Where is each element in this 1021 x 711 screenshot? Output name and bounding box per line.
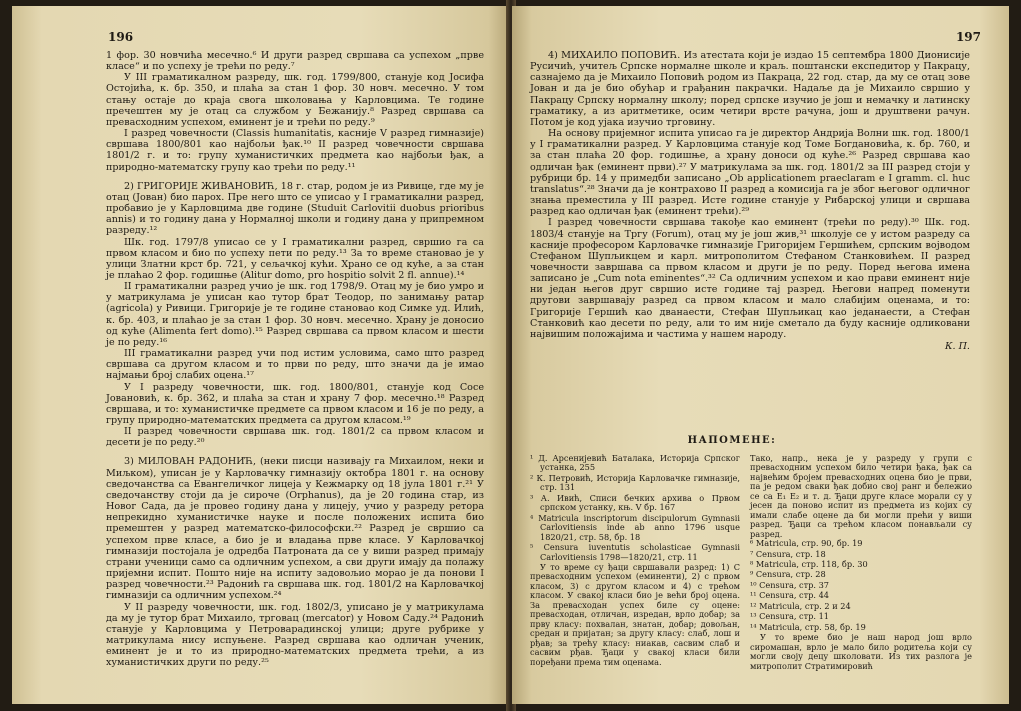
paragraph: У II разреду човечности, шк. год. 1802/3, уписано је у матрикулама да му је тутор брат Михаило, трговац (mercator) у Новом Саду.²⁴ Радонић станује у Карловцима у Петроварадинској улици; друге рубрике у матрикулама нису испуњене. Разред свршава као одличан ученик, еминент је и то из природно-математских предмета трећи, а из хуманистичких други по реду.²⁵ [106, 601, 484, 669]
footnote: ¹⁴ Matricula, стр. 58, бр. 19 [750, 621, 866, 632]
footnote: ² К. Петровић, Историја Карловачке гимназије, стр. 131 [530, 472, 740, 493]
paragraph-section-4: 4) МИХАИЛО ПОПОВИЋ. Из атестата који је издао 15 септембра 1800 Дионисије Русичић, учитељ Српске нормалне школе и краљ. поштански експедитор у Пакрацу, сазнајемо да је Михаило Поповић родом из Пакраца, 22 год. стар, да му се отац зове Јован и да је био обућар и грађанин пакрачки. Надаље да је Михаило свршио у Пакрацу Српску нормалну школу; поред српске изучио је још и немачку и латинску граматику, а из аритметике, осим четири врсте рачуна, још и друштвени рачун. Потом је код ујака изучио трговину. [530, 50, 970, 128]
paragraph: У I разреду човечности, шк. год. 1800/801, станује код Сосе Јовановић, к. бр. 362, и плаћа за стан и храну 7 фор. месечно.¹⁸ Разред свршава, и то: хуманистичке предмете са првом класом и 16 је по реду, а групу природно-математских предмета са другом класом.¹⁹ [106, 381, 484, 426]
left-page [12, 6, 508, 704]
footnote: ¹³ Censura, стр. 11 [750, 611, 830, 622]
page-number-right: 197 [955, 30, 981, 44]
footnote: ¹⁰ Censura, стр. 37 [750, 579, 830, 590]
footnote: ⁵ Censura iuventutis scholasticae Gymnasii Carlovitiensis 1798—1820/21, стр. 11 [530, 542, 740, 562]
paragraph: Шк. год. 1797/8 уписао се у I граматикални разред, свршио га са првом класом и био по успеху пети по реду.¹³ За то време становао је у улици Златни крст бр. 721, у сељачкој кући. Храно се од куће, а за стан је плаћао 2 фор. годишње (Alitur domo, pro hospitio solvit 2 fl. annue).¹⁴ [106, 236, 484, 281]
footnote: ¹¹ Censura, стр. 44 [750, 590, 830, 601]
paragraph: I разред човечности свршава такође као еминент (трећи по реду).³⁰ Шк. год. 1803/4 станује на Тргу (Forum), отац му је још жив,³¹ школује се у истом разреду са касније професором Карловачке гимназије Григоријем Гершићем, српским војводом Стефаном Шупљикцем и карл. митрополитом Стефаном Станковићем. II разред човечности завршава са првом класом и други је по реду. Поред његова имена записано је „Cum nota eminentes“.³² Са одличним успехом и као прави еминент није ни један његов друг свршио исте године тај разред. Његови напред поменути другови завршавају разред са првом класом и мало слабијим оценама, и то: Григорије Гершић као дванаести, Стефан Шупљикац као једанаести, а Стефан Станковић као десети по реду, али то им није сметало да буду касније одликовани највишим положајима и частима у нашем народу. [530, 217, 970, 340]
footnote: ³ А. Ивић, Списи бечких архива о Првом српском устанку, књ. V бр. 167 [530, 492, 740, 513]
footnote: ⁶ Matricula, стр. 90, бр. 19 [750, 538, 863, 549]
right-page [512, 6, 1009, 704]
footnote: ¹ Д. Арсенијевић Баталака, Историја Српског устанка, 255 [530, 453, 740, 473]
paragraph: II разред човечности свршава шк. год. 1801/2 са првом класом и десети је по реду.²⁰ [106, 426, 484, 449]
left-body-text [106, 50, 484, 668]
footnote-body: У то време био је наш народ још врло сиромашан, врло је мало било родитеља који су могли своју децу школовати. Из тих разлога је митрополит Стратимировић [750, 632, 972, 671]
notes-column-1 [530, 454, 740, 667]
author-signature: К. П. [945, 341, 970, 353]
paragraph: У III граматикалном разреду, шк. год. 1799/800, станује код Јосифа Остојића, к. бр. 350, и плаћа за стан 1 фор. 30 новч. месечно. У том стању остаје до краја свога школовања у Карловцима. Те године пречештен му је отац са службом у Бежанију.⁸ Разред свршава са превасходним успехом, еминент је и трећи по реду.⁹ [106, 72, 484, 128]
footnote: ⁴ Matricula inscriptorum discipulorum Gymnasii Carlovitiensis inde ab anno 1796 usque 1820/21, стр. 58, бр. 18 [530, 512, 740, 542]
footnote: ⁷ Censura, стр. 18 [750, 548, 826, 559]
paragraph: На основу пријемног испита уписао га је директор Андрија Волни шк. год. 1800/1 у I граматикални разред. У Карловцима станује код Томе Богдановића, к. бр. 760, и за стан плаћа 20 фор. годишње, а храну доноси од куће.²⁶ Разред свршава као одличан ђак (еминент први).²⁷ У матрикулама за шк. год. 1801/2 за III разред стоји у рубрици бр. 14 у примедби записано „Ob applicationem praeclaram e I gramm. cl. huc translatus“.²⁸ Значи да је контрахово II разред а комисија га је због његовог одличног знања преместила у III разред. Исте године станује у Рибарској улици и свршава разред као одличан ђак (еминент трећи).²⁹ [530, 128, 970, 218]
right-body-text [530, 50, 970, 352]
paragraph: I разред човечности (Classis humanitatis, касније V разред гимназије) свршава 1800/801 као најбољи ђак.¹⁰ II разред човечности свршава 1801/2 г. и то: групу хуманистичких предмета као најбољи ђак, а природно-математску групу као трећи по реду.¹¹ [106, 128, 484, 173]
notes-column-2 [750, 454, 972, 671]
paragraph: III граматикални разред учи под истим условима, само што разред свршава са другом класом и то први по реду, што значи да је имао најмањи број слабих оцена.¹⁷ [106, 348, 484, 382]
paragraph-section-3: 3) МИЛОВАН РАДОНИЋ, (неки писци називају га Михаилом, неки и Миљком), уписан је у Карловачку гимназију октобра 1801 г. на основу сведочанства са Евангеличког лицеја у Кежмарку од 18 јула 1801 г.²¹ У сведочанству стоји да је сироче (Orphanus), да је 20 година стар, из Новог Сада, да је провео годину дана у лицеју, учио у разреду ретора непрекидно хуманистичке науке и после положених испита био премештен у разред математско-философски.²² Разред је свршио са успехом прве класе, а био је и владања прве класе. У Карловачкој гимназији постојала је одредба Патроната да се у виши разред примају страни ученици само са одличним успехом, а сви други имају да полажу пријемни испит. Пошто није на испиту задовољио морао је да понови I разред човечности.²³ Радонић га свршава шк. год. 1801/2 на Карловачкој гимназији са одличним успехом.²⁴ [106, 456, 484, 602]
paragraph: II граматикални разред учио је шк. год 1798/9. Отац му је био умро и у матрикулама је уписан као тутор брат Теодор, по занимању ратар (agricola) у Ривици. Григорије је те године становао код Симке уд. Илић, к. бр. 403, и плаћао је за стан 1 фор. 30 новч. месечно. Храну је доносио од куће (Alimenta fert domo).¹⁵ Разред свршава са првом класом и шести је по реду.¹⁶ [106, 281, 484, 348]
notes-heading: НАПОМЕНЕ: [687, 435, 777, 446]
footnote-body: У то време су ђаци свршавали разред: 1) С превасходним успехом (еминенти), 2) с првом класом, 3) с другом класом и 4) с трећом класом. У свакој класи био је већи број оцена. За превасходан успех биле су оцене: превасходан, отличан, изредан, врло добар; за прву класу: похвалан, знатан, добар; довољан, средан и пријатан; за другу класу: слаб, лош и рђав; за трећу класу: ниакав, сасвим слаб и сасвим рђав. Ђаци у свакој класи били поређани према тим оценама. [530, 561, 740, 667]
paragraph-section-2: 2) ГРИГОРИЈЕ ЖИВАНОВИЋ, 18 г. стар, родом је из Ривице, где му је отац (Јован) био парох. Пре него што се уписао у I граматикални разред, пробавио је у Карловцима две године (Studuit Carlovitii duobus prioribus annis) и то годину дана у Нормалној школи и годину дана у припремном разреду.¹² [106, 180, 484, 237]
page-number-left: 196 [108, 30, 134, 44]
footnote: ⁸ Matricula, стр. 118, бр. 30 [750, 558, 868, 569]
footnote-continuation: Тако, напр., нека је у разреду у групи с превасходним успехом било четири ђака, ђак са највећим бројем превасходних оцена био је први, па је редом сваки ђак добио свој ранг и бележио се са E₁ E₂ и т. д. Ђаци друге класе морали су у јесен да поново испит из предмета из којих су имали слабе оцене да би могли прећи у виши разред. Ђаци са трећом класом понављали су разред. [750, 453, 972, 539]
footnote: ¹² Matricula, стр. 2 и 24 [750, 600, 851, 611]
paragraph: 1 фор. 30 новчића месечно.⁶ И други разред свршава са успехом „прве класе“ и по успеху је трећи по реду.⁷ [106, 50, 484, 73]
footnote: ⁹ Censura, стр. 28 [750, 569, 826, 580]
